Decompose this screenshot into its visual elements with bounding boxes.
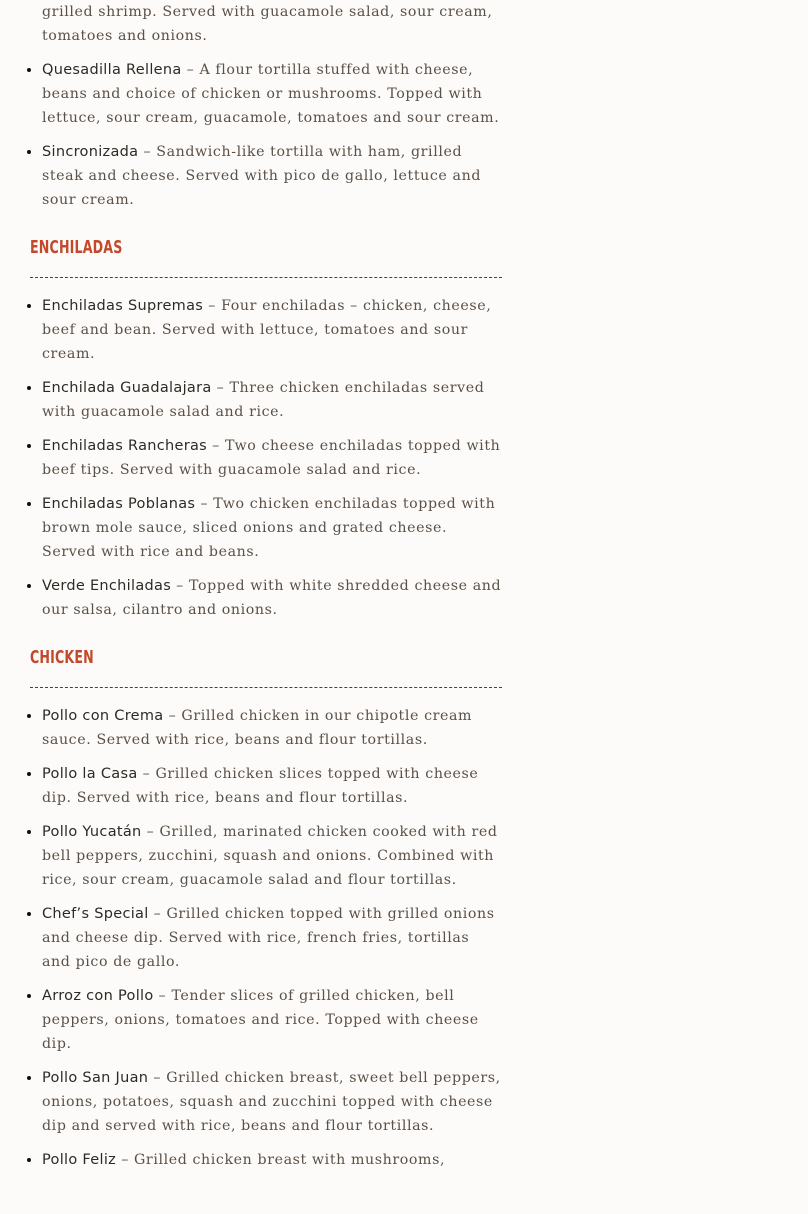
menu-item [42, 902, 502, 974]
item-separator: – [153, 988, 172, 1004]
item-name: Arroz con Pollo [42, 988, 154, 1004]
item-separator: – [148, 906, 167, 922]
item-description: Two cheese enchiladas topped with beef tips. Served with guacamole salad and rice. [42, 438, 501, 478]
item-name: Pollo Feliz [42, 1152, 117, 1168]
item-name: Pollo la Casa [42, 766, 138, 782]
item-name: Enchiladas Supremas [42, 298, 204, 314]
menu-item [42, 294, 502, 366]
menu-list [30, 704, 502, 1172]
item-name: Verde Enchiladas [42, 578, 172, 594]
item-description: Topped with white shredded cheese and our salsa, cilantro and onions. [42, 578, 502, 618]
menu-list [30, 294, 502, 622]
item-name: Pollo Yucatán [42, 824, 142, 840]
menu-item [42, 0, 502, 48]
item-separator: – [195, 496, 214, 512]
item-description: Grilled chicken topped with grilled onions and cheese dip. Served with rice, french fries, tortillas and pico de gallo. [42, 906, 495, 970]
menu-item [42, 984, 502, 1056]
menu-item [42, 820, 502, 892]
item-description: Grilled chicken in our chipotle cream sauce. Served with rice, beans and flour tortillas. [42, 708, 473, 748]
menu-item [42, 574, 502, 622]
item-name: Chef’s Special [42, 906, 149, 922]
item-name: Enchiladas Poblanas [42, 496, 196, 512]
menu-content [30, 0, 502, 1182]
section-heading-chicken: CHICKEN [30, 647, 94, 668]
menu-item [42, 704, 502, 752]
menu-list [30, 0, 502, 212]
item-description: Grilled chicken breast with mushrooms, [134, 1152, 446, 1168]
item-separator: – [203, 298, 222, 314]
item-description: Tender slices of grilled chicken, bell peppers, onions, tomatoes and rice. Topped with cheese dip. [42, 988, 479, 1052]
section-divider [30, 277, 502, 278]
item-separator: – [116, 1152, 134, 1168]
item-name: Enchiladas Rancheras [42, 438, 208, 454]
menu-item [42, 1148, 502, 1172]
item-description: A flour tortilla stuffed with cheese, beans and choice of chicken or mushrooms. Topped with lettuce, sour cream, guacamole, tomatoes and sour cream. [42, 62, 500, 126]
menu-section-quesadillas [30, 0, 502, 212]
item-description: Four enchiladas – chicken, cheese, beef and bean. Served with lettuce, tomatoes and sour cream. [42, 298, 492, 362]
menu-section-chicken [30, 646, 502, 1172]
menu-item [42, 58, 502, 130]
item-separator: – [181, 62, 200, 78]
menu-item [42, 140, 502, 212]
item-separator: – [207, 438, 225, 454]
menu-item [42, 434, 502, 482]
item-separator: – [137, 766, 156, 782]
item-name: Pollo con Crema [42, 708, 164, 724]
item-name: Sincronizada [42, 144, 139, 160]
item-separator: – [141, 824, 160, 840]
item-description: Grilled chicken slices topped with cheese dip. Served with rice, beans and flour tortillas. [42, 766, 479, 806]
item-separator: – [163, 708, 182, 724]
menu-section-enchiladas [30, 236, 502, 622]
section-heading-enchiladas: ENCHILADAS [30, 237, 123, 258]
menu-item [42, 762, 502, 810]
menu-item [42, 492, 502, 564]
item-separator: – [211, 380, 230, 396]
item-separator: – [138, 144, 157, 160]
item-separator: – [171, 578, 189, 594]
item-description: Grilled, marinated chicken cooked with red bell peppers, zucchini, squash and onions. Combined with rice, sour cream, guacamole salad and flour tortillas. [42, 824, 498, 888]
item-description: grilled shrimp. Served with guacamole salad, sour cream, tomatoes and onions. [42, 4, 493, 44]
menu-item [42, 376, 502, 424]
item-description: Three chicken enchiladas served with guacamole salad and rice. [42, 380, 485, 420]
item-name: Pollo San Juan [42, 1070, 149, 1086]
menu-item [42, 1066, 502, 1138]
item-separator: – [148, 1070, 167, 1086]
section-divider [30, 687, 502, 688]
item-description: Grilled chicken breast, sweet bell peppers, onions, potatoes, squash and zucchini topped with cheese dip and served with rice, beans and flour tortillas. [42, 1070, 501, 1134]
item-description: Sandwich-like tortilla with ham, grilled steak and cheese. Served with pico de gallo, lettuce and sour cream. [42, 144, 482, 208]
item-name: Quesadilla Rellena [42, 62, 182, 78]
item-description: Two chicken enchiladas topped with brown mole sauce, sliced onions and grated cheese. Served with rice and beans. [42, 496, 496, 560]
item-name: Enchilada Guadalajara [42, 380, 212, 396]
